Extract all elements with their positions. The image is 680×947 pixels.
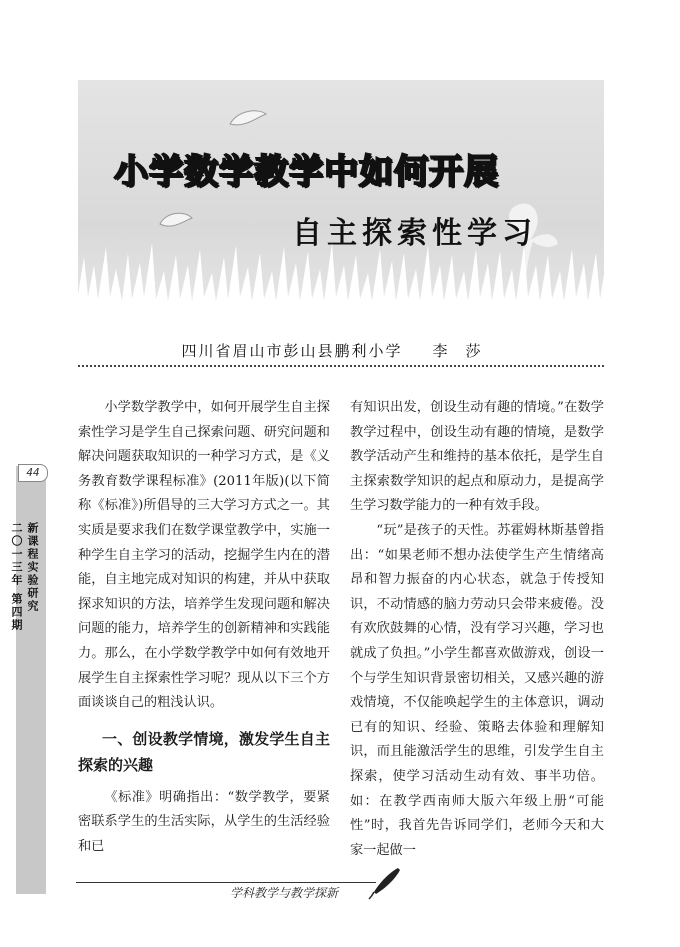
body-column-right bbox=[350, 396, 604, 863]
journal-name: 新课程实验研究 bbox=[26, 522, 39, 613]
quill-pen-icon bbox=[368, 866, 402, 900]
article-title-line1: 小学数学教学中如何开展 bbox=[114, 152, 499, 192]
paragraph: 《标准》明确指出：“数学教学，要紧密联系学生的生活实际，从学生的生活经验和已 bbox=[78, 789, 330, 854]
journal-vertical-label bbox=[10, 522, 40, 632]
footer-rule bbox=[76, 882, 376, 883]
header-banner bbox=[78, 80, 604, 325]
dotted-divider bbox=[78, 365, 604, 367]
journal-issue: 二〇一三年 第四期 bbox=[10, 522, 23, 632]
grass-decoration-icon bbox=[78, 235, 604, 325]
body-column-left bbox=[78, 396, 330, 860]
paragraph: 有知识出发，创设生动有趣的情境。”在数学教学过程中，创设生动有趣的情境，是数学教学活动产生和维持的基本依托，是学生自主探索数学知识的起点和原动力，是提高学生学习数学能力的一种有效手段。 bbox=[350, 400, 604, 514]
leaf-decoration-icon bbox=[158, 210, 194, 232]
leaf-decoration-icon bbox=[228, 108, 268, 130]
footer-column-name: 学科教学与教学探新 bbox=[230, 886, 339, 900]
author-line bbox=[0, 340, 680, 361]
section-heading: 一、创设教学情境，激发学生自主探索的兴趣 bbox=[78, 729, 330, 774]
author-name: 李莎 bbox=[432, 342, 499, 360]
author-affiliation: 四川省眉山市彭山县鹏利小学 bbox=[181, 342, 403, 360]
article-title-line2: 自主探索性学习 bbox=[292, 216, 537, 251]
paragraph: “玩”是孩子的天性。苏霍姆林斯基曾指出：“如果老师不想办法使学生产生情绪高昂和智力振奋的内心状态，就急于传授知识，不动情感的脑力劳动只会带来疲倦。没有欢欣鼓舞的心情，没有学习兴趣，学习也就成了负担。”小学生都喜欢做游戏，创设一个与学生知识背景密切相关，又感兴趣的游戏情境，不仅能唤起学生的主体意识，调动已有的知识、经验、策略去体验和理解知识，而且能激活学生的思维，引发学生自主探索，使学习活动生动有效、事半功倍。如：在教学西南师大版六年级上册“可能性”时，我首先告诉同学们，老师今天和大家一起做一 bbox=[350, 522, 604, 858]
page-number: 44 bbox=[18, 464, 48, 482]
paragraph: 小学数学教学中，如何开展学生自主探索性学习是学生自己探索问题、研究问题和解决问题获取知识的一种学习方式，是《义务教育数学课程标准》(2011年版)(以下简称《标准》)所倡导的三大学习方式之一。其实质是要求我们在数学课堂教学中，实施一种学生自主学习的活动，挖掘学生内在的潜能，自主地完成对知识的构建，并从中获取探求知识的方法，培养学生发现问题和解决问题的能力，培养学生的创新精神和实践能力。那么，在小学数学教学中如何有效地开展学生自主探索性学习呢？现从以下三个方面谈谈自己的粗浅认识。 bbox=[78, 400, 330, 711]
